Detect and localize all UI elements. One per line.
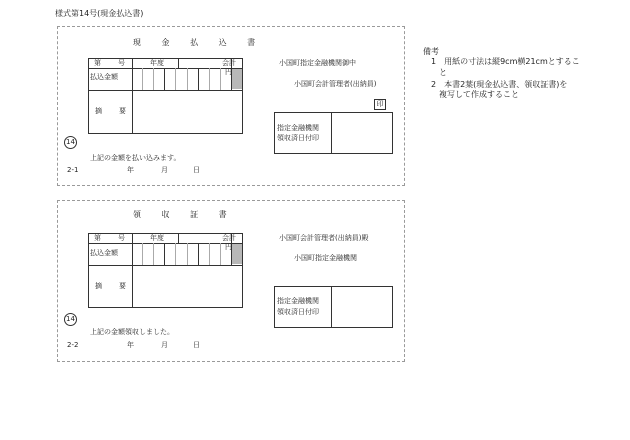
date-day: 日 bbox=[193, 341, 200, 349]
addressee: 小国町会計管理者(出納員)殿 bbox=[279, 234, 369, 242]
col-year: 年度 bbox=[150, 234, 164, 242]
shaded-cell bbox=[232, 244, 242, 264]
sender: 小国町会計管理者(出納員) bbox=[294, 80, 377, 88]
note-item-1: 1 用紙の寸法は縦9cm横21cmとするこ bbox=[431, 57, 580, 66]
shaded-cell bbox=[232, 69, 242, 89]
row-amount: 払込金額 bbox=[90, 249, 118, 257]
circle-number: 14 bbox=[64, 136, 77, 149]
date-month: 月 bbox=[161, 166, 168, 174]
addressee: 小国町指定金融機関御中 bbox=[279, 59, 356, 67]
slip-title: 領 収 証 書 bbox=[133, 210, 236, 219]
col-year: 年度 bbox=[150, 59, 164, 67]
note-item-2-cont: 複写して作成すること bbox=[439, 90, 519, 99]
col-account: 会計 bbox=[222, 234, 236, 242]
receipt-label-1: 指定金融機関 bbox=[277, 297, 319, 305]
receipt-label-1: 指定金融機関 bbox=[277, 124, 319, 132]
note-item-2: 2 本書2葉(現金払込書、領収証書)を bbox=[431, 80, 568, 89]
date-year: 年 bbox=[127, 166, 134, 174]
receipt-stamp-box bbox=[274, 112, 393, 154]
notes-heading: 備考 bbox=[423, 47, 439, 56]
date-day: 日 bbox=[193, 166, 200, 174]
serial: 2-2 bbox=[67, 341, 79, 349]
receipt-label-2: 領収済日付印 bbox=[277, 134, 319, 142]
message: 上記の金額を払い込みます。 bbox=[90, 154, 181, 162]
col-number: 第 号 bbox=[94, 234, 130, 242]
date-month: 月 bbox=[161, 341, 168, 349]
row-amount: 払込金額 bbox=[90, 73, 118, 81]
row-summary: 摘 要 bbox=[95, 107, 131, 115]
message: 上記の金額領収しました。 bbox=[90, 328, 174, 336]
serial: 2-1 bbox=[67, 166, 79, 174]
slip-title: 現 金 払 込 書 bbox=[133, 38, 265, 47]
col-number: 第 号 bbox=[94, 59, 130, 67]
circle-number: 14 bbox=[64, 313, 77, 326]
yen-label: 円 bbox=[225, 243, 232, 251]
receipt-label-2: 領収済日付印 bbox=[277, 308, 319, 316]
sender: 小国町指定金融機関 bbox=[294, 254, 357, 262]
receipt-stamp-box bbox=[274, 286, 393, 328]
row-summary: 摘 要 bbox=[95, 282, 131, 290]
note-item-1-cont: と bbox=[439, 68, 447, 77]
form-title: 様式第14号(現金払込書) bbox=[55, 9, 144, 18]
col-account: 会計 bbox=[222, 59, 236, 67]
date-year: 年 bbox=[127, 341, 134, 349]
seal-stamp: 印 bbox=[374, 99, 386, 110]
yen-label: 円 bbox=[225, 68, 232, 76]
